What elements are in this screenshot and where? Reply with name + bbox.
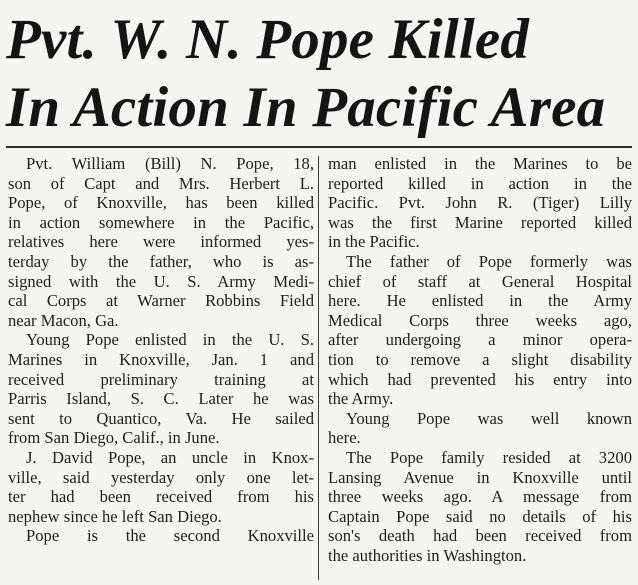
body-text-line: son's death had been received from — [328, 526, 632, 546]
body-text-line: the Army. — [328, 389, 394, 409]
body-text-line: near Macon, Ga. — [8, 310, 119, 330]
body-text-line: received preliminary training at — [8, 369, 314, 389]
body-text-line: Young Pope was well known — [346, 408, 632, 428]
body-text-line: was the first Marine reported killed — [328, 212, 632, 232]
body-text-line: tion to remove a slight disability — [328, 349, 632, 369]
body-text-line: chief of staff at General Hospital — [328, 271, 632, 291]
body-text-line: Marines in Knoxville, Jan. 1 and — [8, 349, 314, 369]
body-text-line: from San Diego, Calif., in June. — [8, 428, 220, 448]
body-text-line: Lansing Avenue in Knoxville until — [328, 467, 632, 487]
body-text-line: Parris Island, S. C. Later he was — [8, 389, 314, 409]
body-text-line: cal Corps at Warner Robbins Field — [8, 291, 314, 311]
body-text-line: ter had been received from his — [8, 487, 314, 507]
body-text-line: Pope is the second Knoxville — [26, 526, 314, 546]
body-text-line: the authorities in Washington. — [328, 545, 527, 565]
body-text-line: Medical Corps three weeks ago, — [328, 310, 632, 330]
body-text-line: three weeks ago. A message from — [328, 487, 632, 507]
body-text-line: in action somewhere in the Pacific, — [8, 212, 314, 232]
body-text-line: terday by the father, who is as- — [8, 251, 314, 271]
body-text-line: which had prevented his entry into — [328, 369, 632, 389]
body-text-line: The Pope family resided at 3200 — [346, 447, 632, 467]
body-text-line: here. — [328, 428, 361, 448]
body-text-line: son of Capt and Mrs. Herbert L. — [8, 173, 314, 193]
column-divider — [318, 156, 319, 580]
body-text-line: after undergoing a minor opera- — [328, 330, 632, 350]
body-text-line: The father of Pope formerly was — [346, 251, 632, 271]
body-text-line: J. David Pope, an uncle in Knox- — [26, 447, 314, 467]
body-text-line: Pope, of Knoxville, has been killed — [8, 193, 314, 213]
headline-line: In Action In Pacific Area — [6, 76, 606, 139]
headline-line: Pvt. W. N. Pope Killed — [6, 8, 530, 71]
body-text-line: Pvt. William (Bill) N. Pope, 18, — [26, 154, 314, 173]
body-text-line: relatives here were informed yes- — [8, 232, 314, 252]
headline-rule — [6, 146, 632, 148]
body-text-line: signed with the U. S. Army Medi- — [8, 271, 314, 291]
body-text-line: here. He enlisted in the Army — [328, 291, 632, 311]
body-text-line: reported killed in action in the — [328, 173, 632, 193]
body-text-line: nephew since he left San Diego. — [8, 506, 222, 526]
body-text-line: sent to Quantico, Va. He sailed — [8, 408, 314, 428]
body-text-line: Captain Pope said no details of his — [328, 506, 632, 526]
body-text-line: Young Pope enlisted in the U. S. — [26, 330, 314, 350]
body-text-line: man enlisted in the Marines to be — [328, 154, 632, 173]
article-column-left — [8, 154, 314, 546]
body-text-line: Pacific. Pvt. John R. (Tiger) Lilly — [328, 193, 632, 213]
body-text-line: in the Pacific. — [328, 232, 420, 252]
headline — [6, 6, 632, 142]
body-text-line: ville, said yesterday only one let- — [8, 467, 314, 487]
article-column-right — [328, 154, 632, 565]
